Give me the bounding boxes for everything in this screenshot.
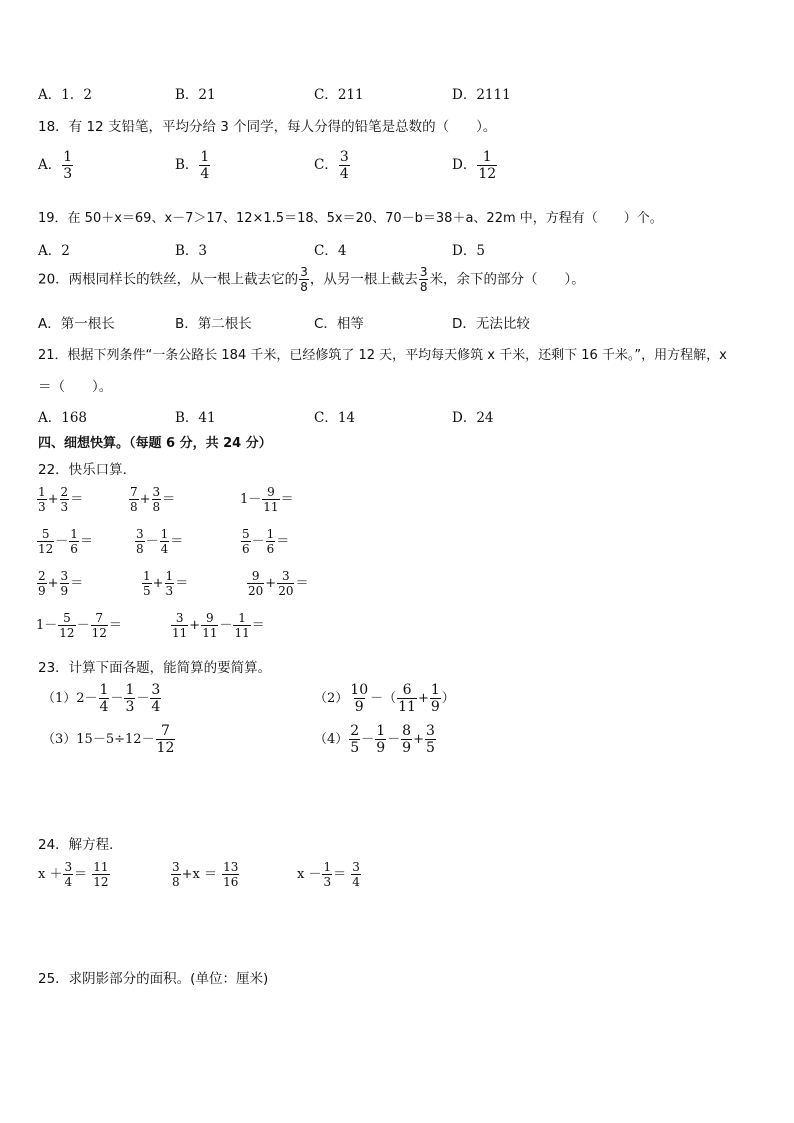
q23-problem-3: （3）15－5÷12－ $\frac{7}{12}$ — [42, 723, 175, 756]
q18-option-b: B． $\frac{1}{4}$ — [175, 149, 210, 182]
q22-item-r3c1: $\frac{2}{9}$ + $\frac{3}{9}$ ＝ — [38, 569, 84, 598]
q19-stem: 19．在 50＋x＝69、x－7＞17、12×1.5＝18、5x＝20、70－b＝38＋a、22m 中，方程有（ ）个。 — [38, 211, 663, 226]
q22-item-r2c3: $\frac{5}{6}$ － $\frac{1}{6}$ ＝ — [242, 527, 290, 556]
q18-option-c: C． $\frac{3}{4}$ — [314, 149, 349, 182]
q21-option-d: D．24 — [452, 410, 494, 426]
q18-option-d: D． $\frac{1}{12}$ — [452, 149, 497, 182]
q21-stem-line2: ＝（ ）。 — [38, 379, 113, 395]
q20-option-d: D．无法比较 — [452, 316, 530, 332]
q22-item-r3c3: $\frac{9}{20}$ + $\frac{3}{20}$ ＝ — [248, 569, 309, 598]
q22-item-r1c3: 1－ $\frac{9}{11}$ ＝ — [240, 485, 294, 514]
q17-option-c: C．211 — [314, 87, 364, 103]
q21-option-c: C．14 — [314, 410, 356, 426]
q23-title: 23．计算下面各题，能简算的要简算。 — [38, 660, 272, 676]
q21-option-b: B．41 — [175, 410, 216, 426]
q20-option-c: C．相等 — [314, 316, 364, 332]
q21-option-a: A．168 — [38, 410, 88, 426]
q20-option-a: A．第一根长 — [38, 316, 115, 332]
q19-option-a: A．2 — [38, 243, 70, 259]
q24-equation-1: x ＋ $\frac{3}{4}$ ＝ $\frac{11}{12}$ — [38, 860, 109, 889]
q23-problem-4: （4） $\frac{2}{5}$ － $\frac{1}{9}$ － $\frac{8}{9}$ + $\frac{3}{5}$ — [314, 723, 435, 756]
section-heading: 四、细想快算。（每题 6 分，共 24 分） — [38, 436, 272, 451]
q25-title: 25．求阴影部分的面积。(单位：厘米) — [38, 971, 269, 987]
q24-title: 24．解方程． — [38, 837, 123, 853]
q22-item-r3c2: $\frac{1}{5}$ + $\frac{1}{3}$ ＝ — [143, 569, 189, 598]
q19-option-d: D．5 — [452, 243, 485, 259]
q17-option-b: B．21 — [175, 87, 216, 103]
q22-item-r4c1: 1－ $\frac{5}{12}$ － $\frac{7}{12}$ ＝ — [36, 611, 122, 640]
q23-problem-1: （1）2－ $\frac{1}{4}$ － $\frac{1}{3}$ － $\frac{3}{4}$ — [42, 682, 161, 715]
q20-option-b: B．第二根长 — [175, 316, 252, 332]
q22-item-r1c2: $\frac{7}{8}$ + $\frac{3}{8}$ ＝ — [130, 485, 176, 514]
q23-problem-2: （2） $\frac{10}{9}$ －（ $\frac{6}{11}$ + $\frac{1}{9}$ ） — [314, 682, 455, 715]
q18-option-a: A． $\frac{1}{3}$ — [38, 149, 73, 182]
q22-item-r1c1: $\frac{1}{3}$ + $\frac{2}{3}$ ＝ — [38, 485, 84, 514]
q19-option-b: B．3 — [175, 243, 208, 259]
q20-stem: 20．两根同样长的铁丝，从一根上截去它的 $\frac{3}{8}$ ，从另一根上截去 $\frac{3}{8}$ 米，余下的部分（ ）。 — [38, 265, 585, 294]
q18-stem: 18．有 12 支铅笔，平均分给 3 个同学，每人分得的铅笔是总数的（ ）。 — [38, 119, 497, 135]
q22-title: 22．快乐口算． — [38, 462, 137, 478]
q22-item-r4c2: $\frac{3}{11}$ + $\frac{9}{11}$ － $\frac{1}{11}$ ＝ — [172, 611, 265, 640]
q17-option-d: D．2111 — [452, 87, 511, 103]
q22-item-r2c2: $\frac{3}{8}$ － $\frac{1}{4}$ ＝ — [136, 527, 184, 556]
q19-option-c: C．4 — [314, 243, 347, 259]
q24-equation-3: x － $\frac{1}{3}$ ＝ $\frac{3}{4}$ — [297, 860, 360, 889]
q22-item-r2c1: $\frac{5}{12}$ － $\frac{1}{6}$ ＝ — [38, 527, 93, 556]
q17-option-a: A．1．2 — [38, 87, 92, 103]
q24-equation-2: $\frac{3}{8}$ +x ＝ $\frac{13}{16}$ — [172, 860, 239, 889]
q21-stem-line1: 21．根据下列条件“一条公路长 184 千米，已经修筑了 12 天，平均每天修筑 x 千米，还剩下 16 千米。”，用方程解，x — [38, 348, 727, 363]
